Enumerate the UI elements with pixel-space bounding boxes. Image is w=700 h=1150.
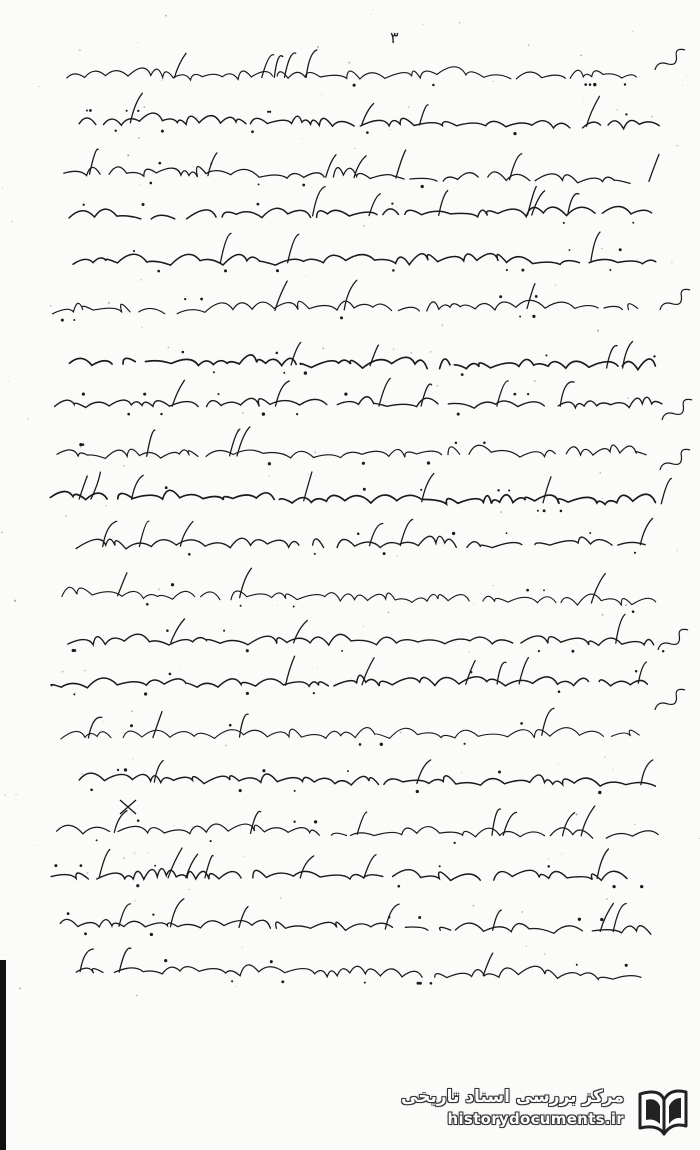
watermark-text-block (401, 1086, 624, 1130)
ink-dot (452, 532, 455, 535)
ink-dot (157, 270, 160, 273)
ink-dot (270, 960, 273, 963)
ink-dot (223, 630, 225, 632)
ink-dot (61, 319, 64, 322)
ink-dot (454, 842, 456, 844)
handwritten-line (57, 824, 659, 838)
ink-dot (571, 650, 574, 653)
ink-dot (357, 532, 360, 535)
ink-dot (455, 442, 457, 444)
ink-dot (86, 110, 88, 112)
handwritten-stroke (357, 812, 367, 834)
ink-dot (82, 393, 85, 396)
ink-dot (188, 553, 191, 556)
ink-dot (267, 111, 269, 113)
ink-dot (217, 393, 219, 395)
ink-dot (662, 650, 664, 652)
handwritten-stroke (483, 953, 493, 976)
ink-dot (432, 84, 435, 87)
ink-dot (150, 933, 153, 936)
handwritten-stroke (251, 811, 261, 833)
handwritten-stroke (379, 378, 390, 406)
ink-dot (600, 918, 603, 921)
ink-dot (240, 605, 242, 607)
ink-dot (133, 250, 135, 252)
ink-dot (262, 769, 265, 772)
ink-dot (144, 692, 147, 695)
ink-dot (391, 202, 393, 204)
handwritten-stroke (591, 232, 600, 262)
ink-dot (578, 918, 581, 921)
ink-dot (416, 790, 419, 793)
ink-dot (224, 269, 227, 272)
ink-dot (269, 111, 271, 113)
handwritten-stroke (422, 473, 434, 501)
ink-dot (82, 443, 85, 446)
ink-dot (141, 203, 144, 206)
ink-dot (276, 352, 279, 355)
ink-dot (239, 789, 242, 792)
handwritten-line (73, 254, 656, 265)
handwritten-stroke (180, 522, 193, 547)
ink-dot (598, 791, 601, 794)
ink-dot (268, 462, 271, 465)
ink-dot (619, 248, 622, 251)
ink-dot (421, 185, 424, 188)
ink-dot (293, 606, 295, 608)
ink-dot (124, 768, 127, 771)
ink-dot (470, 671, 472, 673)
ink-dot (392, 269, 395, 272)
ink-dot (165, 486, 168, 489)
ink-dot (83, 204, 85, 206)
ink-dot (117, 769, 119, 771)
handwritten-stroke (385, 904, 399, 929)
ink-dot (632, 610, 635, 613)
handwritten-stroke (616, 614, 625, 643)
handwritten-stroke (118, 573, 127, 596)
ink-dot (340, 316, 343, 319)
handwritten-line (51, 869, 627, 881)
handwritten-stroke (661, 478, 671, 503)
handwritten-stroke (79, 476, 87, 499)
ink-dot (464, 743, 466, 745)
ink-dot (483, 442, 486, 445)
ink-dot (161, 130, 164, 133)
handwritten-stroke (171, 899, 184, 927)
ink-dot (526, 589, 529, 592)
book-pages-logo-icon (634, 1086, 690, 1138)
handwritten-stroke (396, 150, 406, 178)
ink-dot (169, 673, 172, 676)
ink-dot (304, 371, 307, 374)
handwritten-stroke (421, 384, 432, 406)
ink-dot (302, 184, 305, 187)
handwritten-line (79, 113, 659, 129)
handwritten-stroke (153, 712, 162, 738)
ink-dot (430, 982, 433, 985)
ink-dot (635, 670, 638, 673)
ink-dot (521, 269, 524, 272)
ink-dot (439, 865, 441, 867)
ink-dot (96, 839, 98, 841)
ink-dot (634, 552, 636, 554)
handwritten-stroke (344, 280, 357, 310)
ink-dot (200, 298, 203, 301)
ink-dot (519, 316, 521, 318)
ink-dot (427, 461, 430, 464)
ink-dot (589, 532, 591, 534)
ink-dot (154, 865, 156, 867)
ink-dot (362, 462, 365, 465)
ink-dot (347, 770, 349, 772)
ink-dot (262, 412, 265, 415)
ink-dot (498, 770, 501, 773)
handwritten-stroke (420, 105, 429, 125)
handwritten-line (70, 355, 656, 370)
ink-dot (547, 865, 550, 868)
ink-dot (520, 722, 523, 725)
handwritten-stroke (174, 53, 186, 77)
margin-note (659, 285, 693, 316)
ink-dot (632, 222, 634, 224)
handwritten-line (67, 67, 636, 80)
ink-dot (532, 315, 535, 318)
ink-dot (258, 183, 260, 185)
ink-dot (164, 959, 167, 962)
ink-dot (182, 351, 185, 354)
margin-note (661, 395, 695, 426)
margin-note (657, 625, 691, 656)
handwritten-line (55, 397, 662, 408)
handwritten-line (62, 587, 656, 605)
ink-dot (625, 964, 628, 967)
ink-dot (229, 724, 232, 727)
ink-dot (314, 553, 316, 555)
ink-dot (115, 130, 117, 132)
watermark-title: مرکز بررسی اسناد تاریخی (401, 1087, 624, 1107)
ink-dot (67, 912, 70, 915)
ink-dot (246, 692, 249, 695)
ink-dot (158, 162, 161, 165)
handwritten-line (64, 167, 630, 184)
ink-dot (535, 295, 538, 298)
ink-dot (73, 319, 75, 321)
handwritten-line (50, 490, 655, 504)
ink-dot (210, 163, 212, 165)
handwritten-line (76, 965, 641, 979)
handwritten-stroke (543, 477, 551, 503)
handwritten-stroke (208, 153, 217, 176)
ink-dot (84, 932, 87, 935)
ink-dot (558, 690, 561, 693)
ink-dot (609, 269, 611, 271)
ink-dot (283, 372, 285, 374)
handwritten-stroke (274, 56, 283, 78)
handwritten-stroke (528, 187, 537, 216)
ink-dot (364, 982, 366, 984)
ink-dot (537, 510, 539, 512)
handwritten-line (79, 773, 655, 786)
ink-dot (363, 488, 366, 491)
ink-dot (313, 692, 315, 694)
handwritten-stroke (304, 472, 312, 501)
ink-dot (246, 649, 249, 652)
handwritten-stroke (139, 521, 148, 546)
ink-dot (457, 413, 460, 416)
ink-dot (293, 821, 295, 823)
ink-dot (506, 532, 508, 534)
handwritten-stroke (286, 656, 295, 685)
margin-note (654, 45, 688, 76)
handwritten-stroke (275, 281, 287, 310)
ink-dot (653, 355, 655, 357)
ink-dot (73, 693, 75, 695)
ink-dot (137, 110, 139, 112)
ink-dot (126, 110, 128, 112)
margin-note (654, 685, 688, 716)
ink-dot (149, 182, 152, 185)
handwritten-line (60, 919, 651, 934)
ink-dot (184, 298, 186, 300)
handwritten-line (51, 675, 655, 688)
handwritten-stroke (649, 154, 659, 181)
ink-dot (543, 509, 546, 512)
ink-dot (513, 132, 516, 135)
ink-dot (380, 743, 383, 746)
ink-dot (72, 649, 75, 652)
ink-dot (127, 413, 130, 416)
ink-dot (420, 489, 422, 491)
ink-dot (143, 393, 146, 396)
ink-dot (418, 916, 421, 919)
handwritten-line (68, 634, 664, 645)
ink-dot (419, 982, 422, 985)
ink-dot (640, 885, 643, 888)
ink-dot (461, 373, 464, 376)
handwritten-stroke (300, 856, 313, 878)
ink-dot (366, 131, 369, 134)
cross-mark (120, 800, 136, 814)
ink-dot (625, 113, 627, 115)
ink-dot (543, 589, 545, 591)
handwritten-stroke (291, 342, 301, 365)
handwritten-line (61, 728, 639, 739)
ink-dot (160, 413, 162, 415)
ink-dot (136, 884, 139, 887)
ink-dot (612, 885, 615, 888)
ink-dot (341, 650, 343, 652)
watermark (400, 1086, 690, 1138)
handwritten-stroke (591, 574, 605, 604)
handwritten-stroke (239, 907, 248, 928)
handwritten-stroke (276, 381, 290, 406)
handwritten-stroke (369, 194, 380, 216)
ink-dot (624, 83, 626, 85)
ink-dot (210, 840, 212, 842)
ink-dot (90, 788, 93, 791)
ink-dot (527, 393, 529, 395)
ink-dot (296, 413, 298, 415)
ink-dot (166, 629, 169, 632)
ink-dot (576, 964, 578, 966)
handwritten-stroke (563, 813, 575, 836)
ink-dot (171, 583, 174, 586)
ink-dot (506, 269, 508, 271)
margin-note (659, 445, 693, 476)
ink-dot (281, 980, 284, 983)
ink-dot (213, 371, 215, 373)
ink-dot (137, 819, 140, 822)
ink-dot (80, 864, 83, 867)
ink-dot (152, 913, 154, 915)
ink-dot (146, 603, 149, 606)
ink-dot (294, 790, 296, 792)
ink-dot (568, 249, 570, 251)
ink-dot (231, 980, 233, 982)
handwritten-stroke (613, 904, 626, 932)
ink-dot (538, 650, 540, 652)
ink-dot (499, 295, 502, 298)
ink-dot (314, 820, 317, 823)
handwritten-stroke (288, 234, 299, 262)
handwritten-stroke (240, 568, 252, 598)
handwritten-stroke (91, 472, 101, 499)
ink-dot (257, 203, 260, 206)
handwritten-stroke (186, 854, 198, 878)
handwritten-line (57, 445, 646, 458)
ink-dot (560, 510, 563, 513)
ink-dot (353, 84, 356, 87)
ink-dot (513, 393, 516, 396)
handwritten-line (76, 536, 645, 549)
handwritten-stroke (527, 284, 535, 309)
handwritten-stroke (600, 903, 613, 931)
ink-dot (54, 864, 57, 867)
handwritten-stroke (370, 345, 378, 366)
ink-dot (251, 130, 254, 133)
ink-dot (545, 354, 547, 356)
watermark-url: historydocuments.ir (447, 1110, 624, 1128)
ink-dot (593, 83, 596, 86)
ink-dot (89, 109, 92, 112)
handwritten-stroke (568, 194, 579, 215)
handwritten-stroke (171, 619, 185, 643)
ink-dot (344, 392, 347, 395)
handwritten-stroke (240, 714, 249, 737)
ink-dot (130, 724, 133, 727)
handwritten-stroke (99, 850, 110, 878)
ink-dot (388, 916, 390, 918)
ink-dot (508, 489, 510, 491)
ink-dot (497, 489, 499, 491)
ink-dot (589, 83, 592, 86)
handwritten-stroke (640, 518, 652, 544)
handwritten-line (69, 207, 652, 219)
ink-dot (563, 222, 565, 224)
ink-dot (397, 885, 400, 888)
page-number: ٣ (390, 28, 399, 47)
ink-dot (276, 269, 279, 272)
handwritten-stroke (641, 760, 653, 785)
ink-dot (359, 743, 362, 746)
ink-dot (584, 83, 587, 86)
ink-dot (383, 552, 386, 555)
